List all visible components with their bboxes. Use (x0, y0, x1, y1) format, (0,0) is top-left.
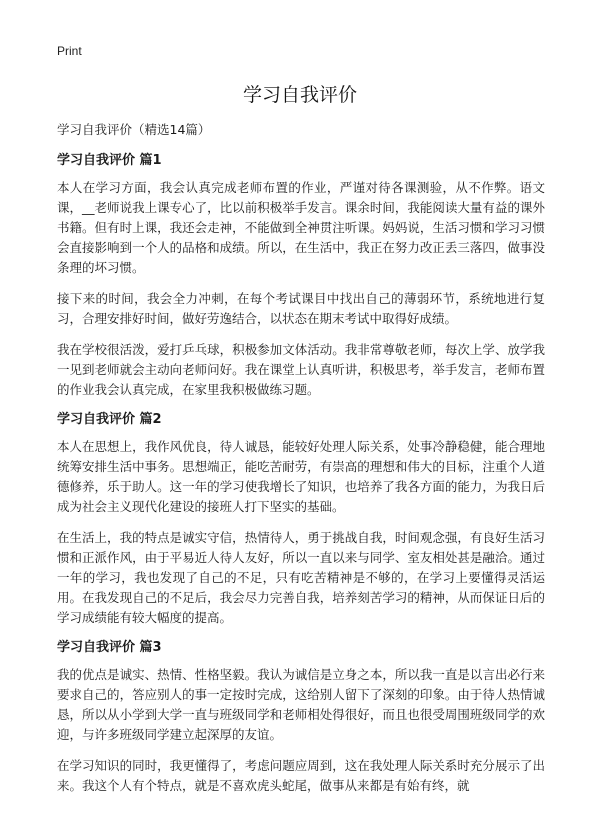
section-heading: 学习自我评价 篇1 (57, 153, 162, 168)
section-heading: 学习自我评价 篇3 (57, 640, 162, 655)
paragraph: 我在学校很活泼，爱打乒乓球，积极参加文体活动。我非常尊敬老师，每次上学、放学我一见到老师就会主动向老师问好。我在课堂上认真听讲，积极思考，举手发言，老师布置的作业我会认真完成，在家里我积极做练习题。 (57, 342, 545, 397)
page-title: 学习自我评价 (242, 84, 357, 106)
section-3 (57, 639, 545, 796)
paragraph: 本人在学习方面，我会认真完成老师布置的作业，严谨对待各课测验，从不作弊。语文课，__老师说我上课专心了，比以前积极举手发言。课余时间，我能阅读大量有益的课外书籍。但有时上课，我还会走神，不能做到全神贯注听课。妈妈说，生活习惯和学习习惯会直接影响到一个人的品格和成绩。所以，在生活中，我正在努力改正丢三落四，做事没条理的坏习惯。 (57, 180, 545, 275)
document-body (57, 121, 545, 807)
print-link[interactable]: Print (57, 44, 82, 58)
section-heading: 学习自我评价 篇2 (57, 412, 162, 427)
paragraph: 本人在思想上，我作风优良，待人诚恳，能较好处理人际关系，处事冷静稳健，能合理地统筹安排生活中事务。思想端正，能吃苦耐劳，有崇高的理想和伟大的目标，注重个人道德修养，乐于助人。这一年的学习使我增长了知识，也培养了我各方面的能力，为我日后成为社会主义现代化建设的接班人打下坚实的基础。 (57, 439, 545, 514)
document-subtitle: 学习自我评价（精选14篇） (57, 122, 211, 137)
paragraph: 在学习知识的同时，我更懂得了，考虑问题应周到，这在我处理人际关系时充分展示了出来。我这个人有个特点，就是不喜欢虎头蛇尾，做事从来都是有始有终，就 (57, 758, 545, 793)
paragraph: 接下来的时间，我会全力冲刺，在每个考试课目中找出自己的薄弱环节，系统地进行复习，合理安排好时间，做好劳逸结合，以状态在期末考试中取得好成绩。 (57, 291, 545, 326)
section-1 (57, 152, 545, 400)
paragraph: 在生活上，我的特点是诚实守信，热情待人，勇于挑战自我，时间观念强，有良好生活习惯和正派作风，由于平易近人待人友好，所以一直以来与同学、室友相处甚是融洽。通过一年的学习，我也发现了自己的不足，只有吃苦精神是不够的，在学习上要懂得灵活运用。在我发现自己的不足后，我会尽力完善自我，培养刻苦学习的精神，从而保证日后的学习成绩能有较大幅度的提高。 (57, 530, 545, 625)
paragraph: 我的优点是诚实、热情、性格坚毅。我认为诚信是立身之本，所以我一直是以言出必行来要求自己的，答应别人的事一定按时完成，这给别人留下了深刻的印象。由于待人热情诚恳，所以从小学到大学一直与班级同学和老师相处得很好，而且也很受周围班级同学的欢迎，与许多班级同学建立起深厚的友谊。 (57, 667, 545, 742)
section-2 (57, 411, 545, 628)
